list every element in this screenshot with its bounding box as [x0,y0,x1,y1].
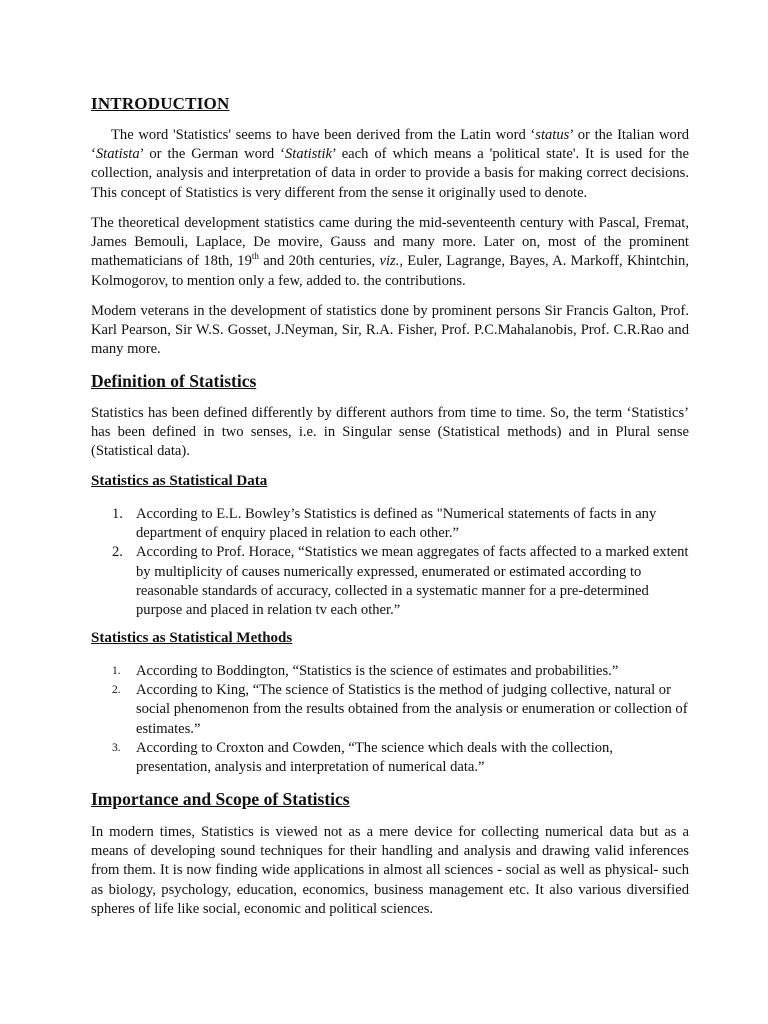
list-number: 3. [112,741,121,754]
text-run: Euler, Lagrange, Bayes, A. Markoff, Khintchin, Kolmogorov, to mention only a few, added to. the contributions. [91,253,690,289]
list-item [91,505,689,543]
superscript: th [251,251,259,262]
statistical-methods-heading: Statistics as Statistical Methods [91,630,293,646]
list-item [91,681,689,739]
italian-word: Statista [95,146,140,163]
list-item [91,739,689,777]
text-run: ’ each of which means a 'political state'. It is used for the collection, analysis and interpretation of data in order to provide a basis for making correct decisions. This concept of Statistics is very different from the sense it originally used to denote. [91,146,690,201]
list-item-text: According to King, “The science of Statistics is the method of judging collective, natural or social phenomenon from the results obtained from the analysis or enumeration or collection of estimates.” [136,682,688,737]
statistical-data-list [91,505,689,620]
list-number: 1. [112,665,121,677]
statistical-methods-list [91,662,689,777]
viz-word: viz., [379,253,403,270]
latin-word: status [535,127,570,143]
list-number: 1. [112,506,123,522]
text-run: and 20th centuries, [258,253,380,270]
text-run: ’ or the Italian word ‘ [91,127,689,163]
german-word: Statistik [284,146,332,163]
text-run: The theoretical development statistics came during the mid-seventeenth century with Pascal, Fremat, James Bemouli, Laplace, De movire, Gauss and many more. Later on, most of the prominent mathematicians of 18th, 19 [91,215,689,270]
intro-paragraph-2 [91,214,689,291]
list-item [91,662,689,681]
text-run: The word 'Statistics' seems to have been derived from the Latin word ‘ [111,127,536,143]
text-run: ’ or the German word ‘ [139,146,285,163]
list-item-text: According to Prof. Horace, “Statistics we mean aggregates of facts affected to a marked extent by multiplicity of causes numerically expressed, enumerated or estimated according to reasonable standards of accuracy, collected in a systematic manner for a pre-determined purpose and placed in relation tv each other.” [136,544,689,619]
intro-paragraph-3: Modem veterans in the development of statistics done by prominent persons Sir Francis Galton, Prof. Karl Pearson, Sir W.S. Gosset, J.Neyman, Sir, R.A. Fisher, Prof. P.C.Mahalanobis, Prof. C.R.Rao and many more. [91,303,689,358]
importance-paragraph: In modern times, Statistics is viewed not as a mere device for collecting numerical data but as a means of developing sound techniques for their handling and analysis and drawing valid inferences from them. It is now finding wide applications in almost all sciences - social as well as physical- such as biology, psychology, education, economics, business management etc. It also various diversified spheres of life like social, economic and political sciences. [91,824,689,917]
list-item-text: According to E.L. Bowley’s Statistics is defined as "Numerical statements of facts in any department of enquiry placed in relation to each other.” [136,506,657,542]
definition-heading: Definition of Statistics [91,371,257,391]
list-number: 2. [112,544,123,561]
introduction-heading: INTRODUCTION [91,94,230,113]
list-item-text: According to Croxton and Cowden, “The science which deals with the collection, presentation, analysis and interpretation of numerical data.” [136,739,613,776]
statistical-data-heading: Statistics as Statistical Data [91,473,268,489]
list-number: 2. [112,684,121,697]
importance-heading: Importance and Scope of Statistics [91,789,350,809]
list-item [91,543,689,620]
intro-paragraph-1 [91,126,689,203]
definition-paragraph: Statistics has been defined differently by different authors from time to time. So, the term ‘Statistics’ has been defined in two senses, i.e. in Singular sense (Statistical methods) and in Plural sense (Statistical data). [91,405,689,460]
list-item-text: According to Boddington, “Statistics is the science of estimates and probabilities.” [136,663,619,679]
